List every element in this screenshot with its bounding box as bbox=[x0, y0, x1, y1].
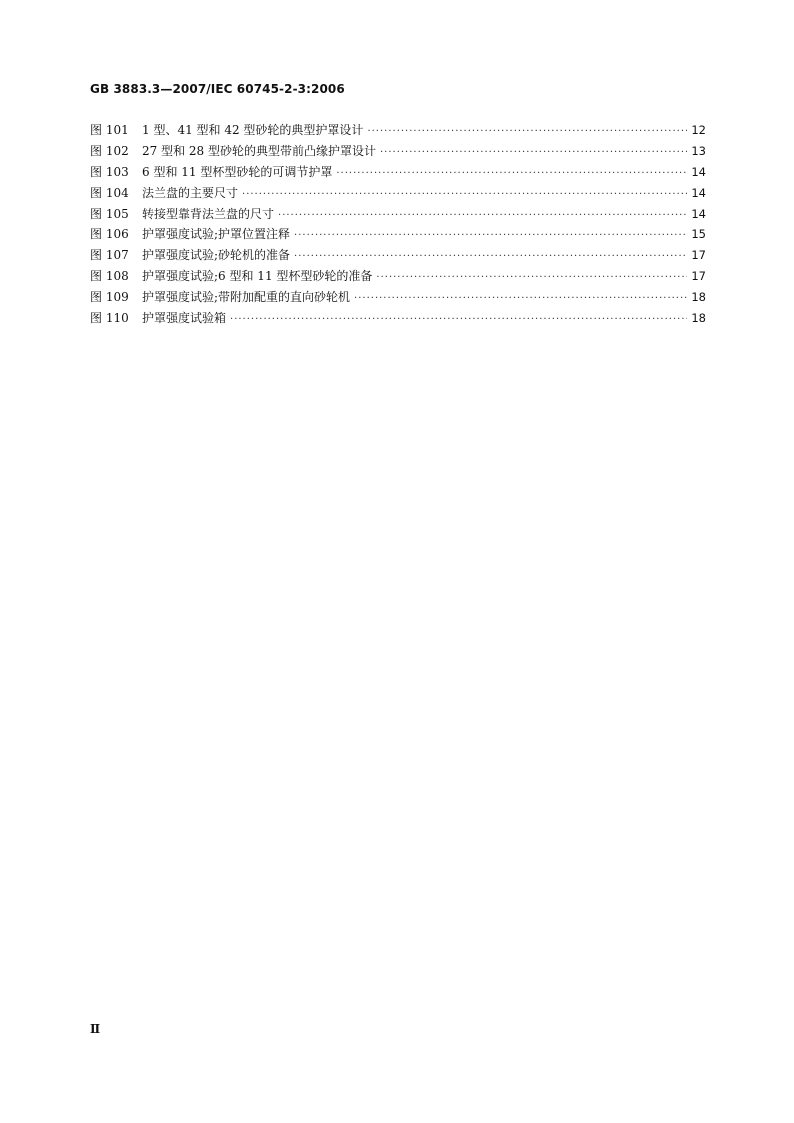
figure-number: 图 105 bbox=[90, 206, 129, 221]
figure-number: 图 104 bbox=[90, 185, 129, 200]
toc-entry[interactable] bbox=[90, 141, 706, 162]
toc-entry[interactable] bbox=[90, 204, 706, 225]
toc-entry[interactable] bbox=[90, 287, 706, 308]
dot-leader bbox=[294, 247, 687, 268]
figure-title: 1 型、41 型和 42 型砂轮的典型护罩设计 bbox=[142, 123, 364, 137]
page-number: 15 bbox=[691, 227, 706, 242]
page-number: 18 bbox=[691, 311, 706, 326]
figure-title: 护罩强度试验;带附加配重的直向砂轮机 bbox=[142, 290, 351, 305]
dot-leader bbox=[230, 310, 687, 331]
figure-title: 护罩强度试验;护罩位置注释 bbox=[142, 227, 291, 242]
page-number: 18 bbox=[691, 290, 706, 305]
figure-list bbox=[90, 120, 706, 329]
dot-leader bbox=[367, 122, 687, 143]
dot-leader bbox=[242, 185, 687, 206]
figure-number: 图 101 bbox=[90, 123, 129, 137]
page-number: 14 bbox=[691, 206, 706, 221]
dot-leader bbox=[376, 268, 687, 289]
page-number: 17 bbox=[691, 248, 706, 263]
figure-title: 27 型和 28 型砂轮的典型带前凸缘护罩设计 bbox=[142, 143, 376, 158]
figure-number: 图 109 bbox=[90, 290, 129, 305]
dot-leader bbox=[354, 289, 687, 310]
figure-title: 护罩强度试验;砂轮机的准备 bbox=[142, 248, 291, 263]
toc-entry[interactable] bbox=[90, 266, 706, 287]
toc-entry[interactable] bbox=[90, 162, 706, 183]
figure-number: 图 108 bbox=[90, 269, 129, 284]
figure-title: 法兰盘的主要尺寸 bbox=[142, 185, 239, 200]
toc-entry[interactable] bbox=[90, 183, 706, 204]
figure-number: 图 107 bbox=[90, 248, 129, 263]
figure-number: 图 110 bbox=[90, 311, 129, 326]
page-footer-number: Ⅱ bbox=[90, 1022, 101, 1036]
figure-number: 图 102 bbox=[90, 143, 129, 158]
toc-entry[interactable] bbox=[90, 120, 706, 141]
page-number: 12 bbox=[691, 123, 706, 137]
page-number: 13 bbox=[691, 143, 706, 158]
toc-entry[interactable] bbox=[90, 224, 706, 245]
dot-leader bbox=[294, 226, 687, 247]
figure-title: 6 型和 11 型杯型砂轮的可调节护罩 bbox=[142, 164, 333, 179]
figure-number: 图 103 bbox=[90, 164, 129, 179]
figure-number: 图 106 bbox=[90, 227, 129, 242]
figure-title: 护罩强度试验;6 型和 11 型杯型砂轮的准备 bbox=[142, 269, 373, 284]
toc-entry[interactable] bbox=[90, 308, 706, 329]
dot-leader bbox=[278, 206, 687, 227]
page-number: 14 bbox=[691, 164, 706, 179]
dot-leader bbox=[336, 164, 687, 185]
page-number: 14 bbox=[691, 185, 706, 200]
toc-entry[interactable] bbox=[90, 245, 706, 266]
dot-leader bbox=[380, 143, 687, 164]
figure-title: 转接型靠背法兰盘的尺寸 bbox=[142, 206, 275, 221]
document-header: GB 3883.3—2007/IEC 60745-2-3:2006 bbox=[90, 82, 345, 96]
page-number: 17 bbox=[691, 269, 706, 284]
figure-title: 护罩强度试验箱 bbox=[142, 311, 227, 326]
